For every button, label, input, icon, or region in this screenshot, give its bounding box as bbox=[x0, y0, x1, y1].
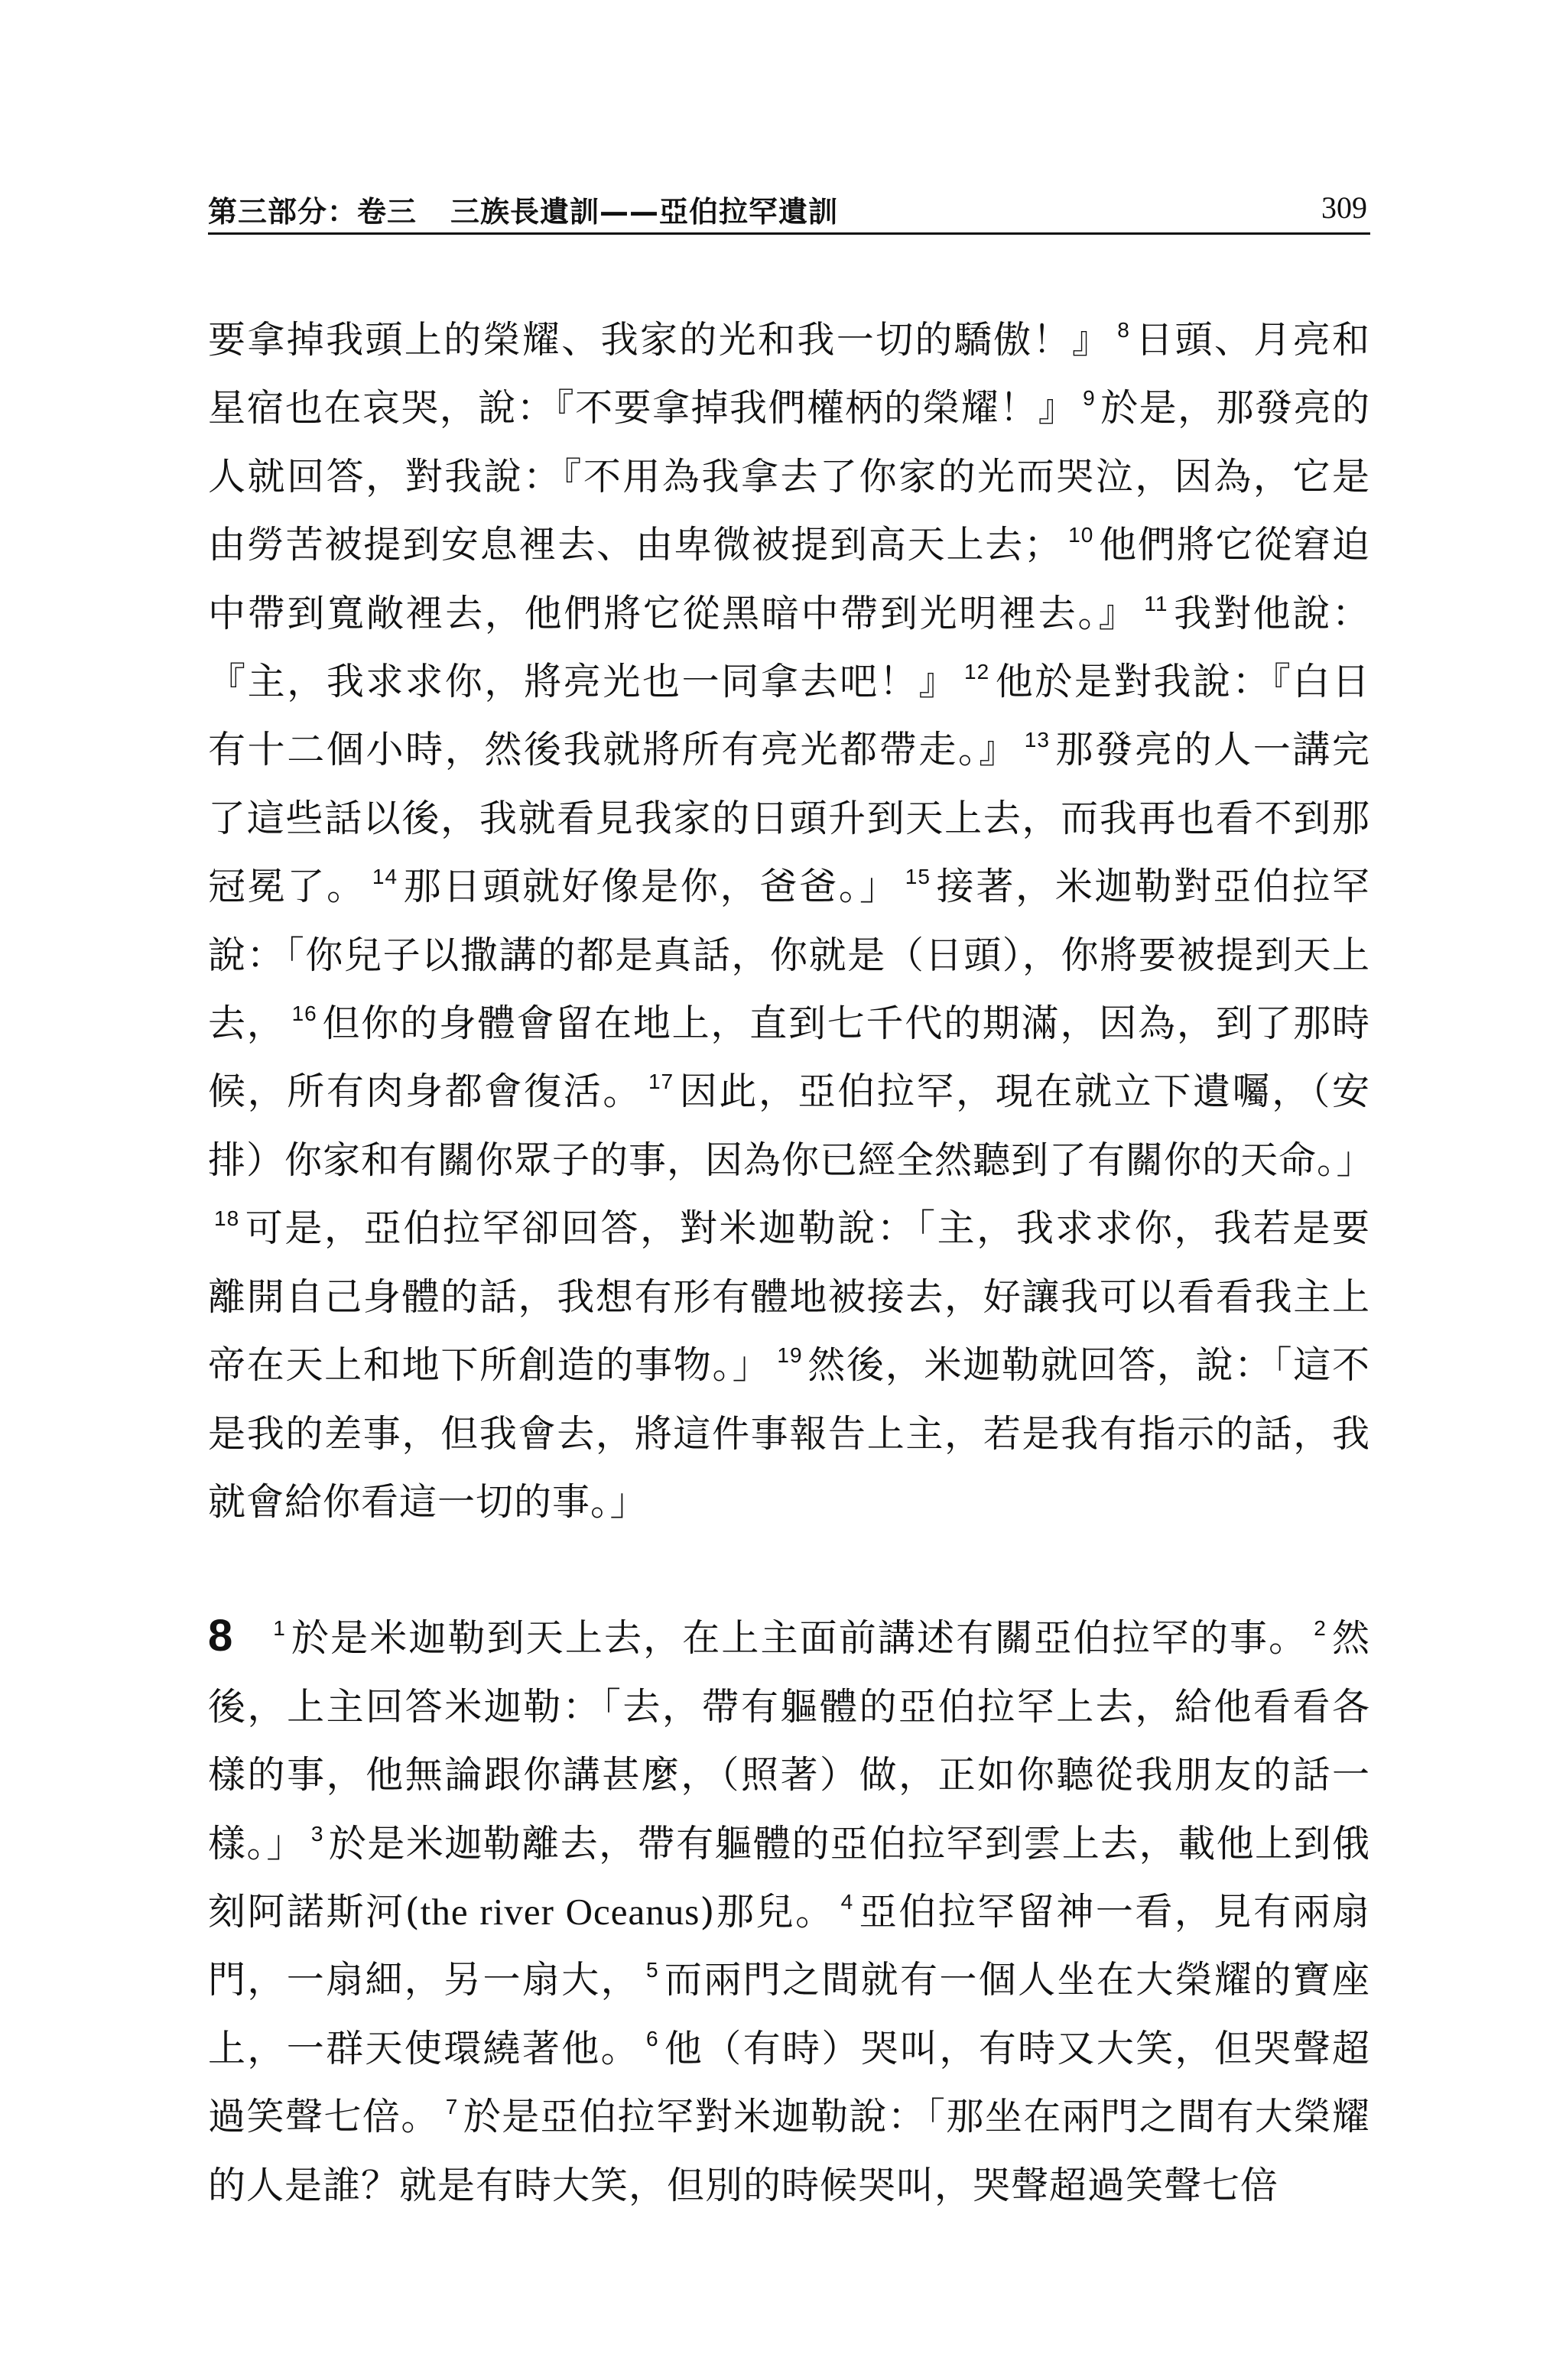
verse-number: 12 bbox=[964, 660, 990, 684]
verse-number: 4 bbox=[840, 1889, 854, 1914]
verse-text: 他（有時）哭叫，有時又大笑，但哭聲超過笑聲七倍。 bbox=[208, 2026, 1370, 2139]
verse-text: 亞伯拉罕留神一看，見有兩扇門，一扇細，另一扇大， bbox=[208, 1889, 1370, 2002]
verse-number: 7 bbox=[445, 2095, 459, 2119]
verse-number: 15 bbox=[905, 865, 931, 889]
verse-number: 19 bbox=[777, 1343, 803, 1368]
verse-number: 11 bbox=[1144, 591, 1168, 615]
paragraph bbox=[208, 306, 1375, 1536]
chapter-number: 8 bbox=[208, 1611, 234, 1661]
verse-number: 18 bbox=[214, 1206, 240, 1231]
latin-text: the river Oceanus bbox=[420, 1890, 700, 1933]
verse-text: 而兩門之間就有一個人坐在大榮耀的寶座上，一群天使環繞著他。 bbox=[208, 1958, 1370, 2070]
verse-text: )那兒。 bbox=[700, 1889, 835, 1934]
verse-text: 於是亞伯拉罕對米迦勒說：「那坐在兩門之間有大榮耀的人是誰？就是有時大笑，但別的時候哭叫，哭聲超過笑聲七倍 bbox=[208, 2095, 1370, 2207]
verse-text: 於是，那發亮的人就回答，對我說：『不用為我拿去了你家的光而哭泣，因為，它是由勞苦被提到安息裡去、由卑微被提到高天上去； bbox=[208, 386, 1370, 567]
verse-number: 10 bbox=[1068, 523, 1094, 547]
body-text bbox=[208, 306, 1375, 2219]
paragraph bbox=[208, 1602, 1370, 2219]
verse-text: 日頭、月亮和星宿也在哀哭，說：『不要拿掉我們權柄的榮耀！』 bbox=[208, 318, 1370, 430]
verse-text: 要拿掉我頭上的榮耀、我家的光和我一切的驕傲！』 bbox=[208, 318, 1112, 362]
verse-number: 16 bbox=[291, 1002, 317, 1026]
verse-number: 2 bbox=[1314, 1616, 1327, 1641]
verse-number: 8 bbox=[1117, 318, 1130, 342]
verse-text: 因此，亞伯拉罕，現在就立下遺囑，（安排）你家和有關你眾子的事，因為你已經全然聽到了有關你的天命。」 bbox=[208, 1070, 1375, 1182]
section-title: 第三部分：卷三 bbox=[208, 195, 417, 229]
verse-text: 他於是對我說：『白日有十二個小時，然後我就將所有亮光都帶走。』 bbox=[208, 660, 1370, 772]
verse-text: 那日頭就好像是你，爸爸。」 bbox=[402, 865, 899, 909]
verse-text: 接著，米迦勒對亞伯拉罕說：「你兒子以撒講的都是真話，你就是（日頭），你將要被提到天上去， bbox=[208, 865, 1370, 1046]
verse-number: 3 bbox=[310, 1821, 324, 1846]
verse-text: 我對他說：『主，我求求你，將亮光也一同拿去吧！』 bbox=[208, 591, 1370, 704]
running-header bbox=[208, 177, 1370, 235]
verse-text: 他們將它從窘迫中帶到寬敞裡去，他們將它從黑暗中帶到光明裡去。』 bbox=[208, 523, 1370, 635]
running-head bbox=[208, 188, 838, 230]
verse-text: 然後，米迦勒就回答，說：「這不是我的差事，但我會去，將這件事報告上主，若是我有指示的話，我就會給你看這一切的事。」 bbox=[208, 1343, 1370, 1524]
verse-number: 9 bbox=[1083, 386, 1096, 411]
verse-number: 1 bbox=[273, 1616, 286, 1641]
verse-text: 那發亮的人一講完了這些話以後，我就看見我家的日頭升到天上去，而我再也看不到那冠冕了。 bbox=[208, 728, 1370, 909]
verse-text: 於是米迦勒離去，帶有軀體的亞伯拉罕到雲上去，載他上到俄刻阿諾斯河( bbox=[208, 1821, 1370, 1934]
verse-text: 於是米迦勒到天上去，在上主面前講述有關亞伯拉罕的事。 bbox=[290, 1616, 1308, 1661]
book-subtitle: 三族長遺訓——亞伯拉罕遺訓 bbox=[450, 195, 839, 229]
verse-text: 然後，上主回答米迦勒：「去，帶有軀體的亞伯拉罕上去，給他看看各樣的事，他無論跟你講甚麼，（照著）做，正如你聽從我朋友的話一樣。」 bbox=[208, 1616, 1370, 1865]
verse-number: 14 bbox=[372, 865, 398, 889]
verse-text: 但你的身體會留在地上，直到七千代的期滿，因為，到了那時候，所有肉身都會復活。 bbox=[208, 1002, 1370, 1114]
verse-number: 17 bbox=[648, 1070, 674, 1094]
verse-text: 可是，亞伯拉罕卻回答，對米迦勒說：「主，我求求你，我若是要離開自己身體的話，我想有形有體地被接去，好讓我可以看看我主上帝在天上和地下所創造的事物。」 bbox=[208, 1206, 1370, 1388]
verse-number: 13 bbox=[1024, 728, 1050, 752]
verse-number: 5 bbox=[645, 1958, 659, 1982]
verse-number: 6 bbox=[645, 2026, 659, 2050]
page-number: 309 bbox=[1321, 190, 1367, 225]
